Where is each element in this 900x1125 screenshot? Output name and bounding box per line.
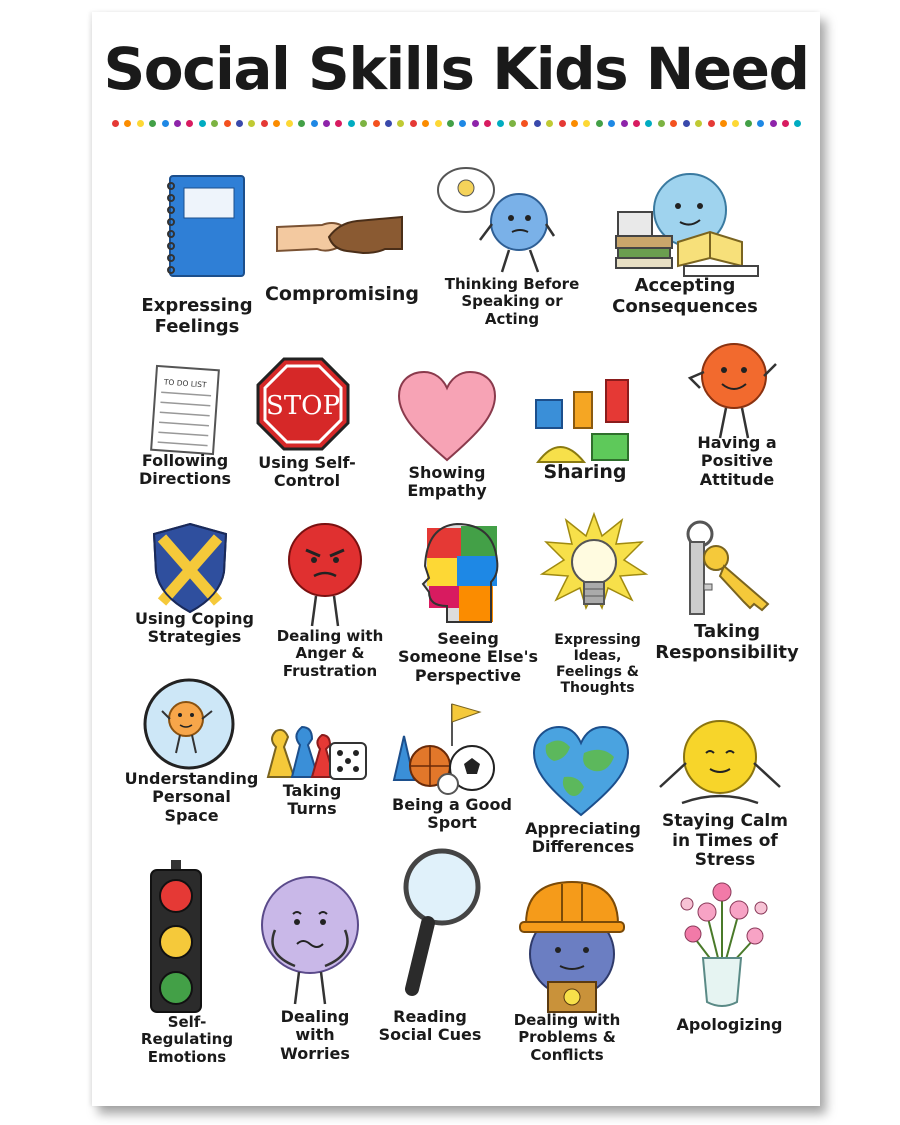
- divider-dot: [360, 120, 367, 127]
- divider-dot: [596, 120, 603, 127]
- divider-dot: [298, 120, 305, 127]
- divider-dot: [658, 120, 665, 127]
- personal-space-bubble-icon: [142, 677, 237, 772]
- divider-dot: [273, 120, 280, 127]
- divider-dot: [311, 120, 318, 127]
- heart-icon: [397, 370, 497, 462]
- angry-character-icon: [280, 520, 370, 630]
- page-title: Social Skills Kids Need: [103, 35, 809, 103]
- divider-dot: [174, 120, 181, 127]
- calm-character-icon: [652, 717, 787, 812]
- thinking-character-icon: [434, 160, 574, 280]
- divider-dot: [745, 120, 752, 127]
- puzzle-head-icon: [417, 522, 502, 627]
- divider-dot: [199, 120, 206, 127]
- rainbow-dot-divider: [112, 118, 802, 128]
- divider-dot: [770, 120, 777, 127]
- divider-dot: [633, 120, 640, 127]
- skill-label-self-regulating: Self-Regulating Emotions: [140, 1013, 234, 1066]
- skill-label-expressing-feelings: Expressing Feelings: [141, 295, 253, 337]
- divider-dot: [794, 120, 801, 127]
- divider-dot: [261, 120, 268, 127]
- magnifying-glass-icon: [392, 845, 487, 995]
- divider-dot: [757, 120, 764, 127]
- divider-dot: [459, 120, 466, 127]
- light-bulb-icon: [542, 512, 647, 627]
- divider-dot: [397, 120, 404, 127]
- divider-dot: [695, 120, 702, 127]
- skill-label-using-self-control: Using Self- Control: [258, 453, 356, 491]
- todo-list-text: TO DO LIST: [163, 377, 207, 390]
- divider-dot: [546, 120, 553, 127]
- skill-label-sharing: Sharing: [543, 461, 627, 483]
- divider-dot: [137, 120, 144, 127]
- divider-dot: [732, 120, 739, 127]
- skill-label-seeing-perspective: Seeing Someone Else's Perspective: [397, 629, 539, 685]
- notebook-icon: [164, 172, 249, 282]
- shield-icon: [150, 522, 230, 614]
- traffic-light-icon: [147, 860, 205, 1015]
- divider-dot: [720, 120, 727, 127]
- earth-heart-icon: [532, 725, 630, 817]
- skill-label-showing-empathy: Showing Empathy: [407, 463, 487, 501]
- problem-solving-character-icon: [512, 878, 632, 1018]
- divider-dot: [211, 120, 218, 127]
- divider-dot: [224, 120, 231, 127]
- divider-dot: [149, 120, 156, 127]
- skill-label-positive-attitude: Having a Positive Attitude: [697, 433, 777, 489]
- divider-dot: [645, 120, 652, 127]
- skill-label-apologizing: Apologizing: [676, 1015, 783, 1034]
- skill-label-appreciating-differences: Appreciating Differences: [525, 819, 641, 857]
- skill-label-thinking-before-speaking: Thinking Before Speaking or Acting: [444, 275, 580, 328]
- skill-label-dealing-with-worries: Dealing with Worries: [280, 1007, 350, 1063]
- skill-label-good-sport: Being a Good Sport: [392, 795, 512, 833]
- game-pieces-icon: [262, 717, 372, 787]
- divider-dot: [472, 120, 479, 127]
- handshake-icon: [277, 207, 402, 272]
- stop-sign-icon: [256, 357, 350, 451]
- skill-label-taking-responsibility: Taking Responsibility: [655, 621, 799, 663]
- poster: [92, 12, 820, 1106]
- divider-dot: [621, 120, 628, 127]
- divider-dot: [782, 120, 789, 127]
- divider-dot: [422, 120, 429, 127]
- divider-dot: [323, 120, 330, 127]
- skill-label-compromising: Compromising: [264, 283, 420, 305]
- divider-dot: [497, 120, 504, 127]
- divider-dot: [484, 120, 491, 127]
- divider-dot: [670, 120, 677, 127]
- skill-label-staying-calm: Staying Calm in Times of Stress: [662, 811, 788, 871]
- divider-dot: [683, 120, 690, 127]
- stop-sign-text: STOP: [266, 391, 340, 421]
- divider-dot: [571, 120, 578, 127]
- skill-label-taking-turns: Taking Turns: [282, 781, 342, 819]
- divider-dot: [236, 120, 243, 127]
- positive-character-icon: [686, 342, 781, 442]
- skill-label-accepting-consequences: Accepting Consequences: [612, 275, 758, 317]
- divider-dot: [708, 120, 715, 127]
- divider-dot: [112, 120, 119, 127]
- building-blocks-icon: [532, 374, 637, 466]
- divider-dot: [447, 120, 454, 127]
- skill-label-reading-social-cues: Reading Social Cues: [378, 1007, 482, 1045]
- flower-vase-icon: [667, 874, 777, 1014]
- todo-list-icon: [152, 362, 227, 454]
- divider-dot: [373, 120, 380, 127]
- divider-dot: [608, 120, 615, 127]
- divider-dot: [186, 120, 193, 127]
- divider-dot: [348, 120, 355, 127]
- divider-dot: [248, 120, 255, 127]
- divider-dot: [124, 120, 131, 127]
- divider-dot: [521, 120, 528, 127]
- divider-dot: [534, 120, 541, 127]
- divider-dot: [286, 120, 293, 127]
- worried-character-icon: [255, 870, 365, 1010]
- sports-equipment-icon: [390, 700, 500, 796]
- reading-character-icon: [612, 162, 762, 282]
- divider-dot: [559, 120, 566, 127]
- divider-dot: [162, 120, 169, 127]
- divider-dot: [335, 120, 342, 127]
- divider-dot: [385, 120, 392, 127]
- divider-dot: [509, 120, 516, 127]
- skill-label-coping-strategies: Using Coping Strategies: [135, 609, 254, 647]
- skill-label-dealing-with-anger: Dealing with Anger & Frustration: [276, 627, 384, 680]
- skill-label-expressing-ideas: Expressing Ideas, Feelings & Thoughts: [554, 632, 641, 697]
- divider-dot: [583, 120, 590, 127]
- divider-dot: [435, 120, 442, 127]
- skill-label-dealing-with-problems: Dealing with Problems & Conflicts: [513, 1011, 621, 1064]
- divider-dot: [410, 120, 417, 127]
- skill-label-following-directions: Following Directions: [138, 451, 232, 489]
- keys-icon: [684, 520, 774, 620]
- skill-label-personal-space: Understanding Personal Space: [124, 769, 259, 825]
